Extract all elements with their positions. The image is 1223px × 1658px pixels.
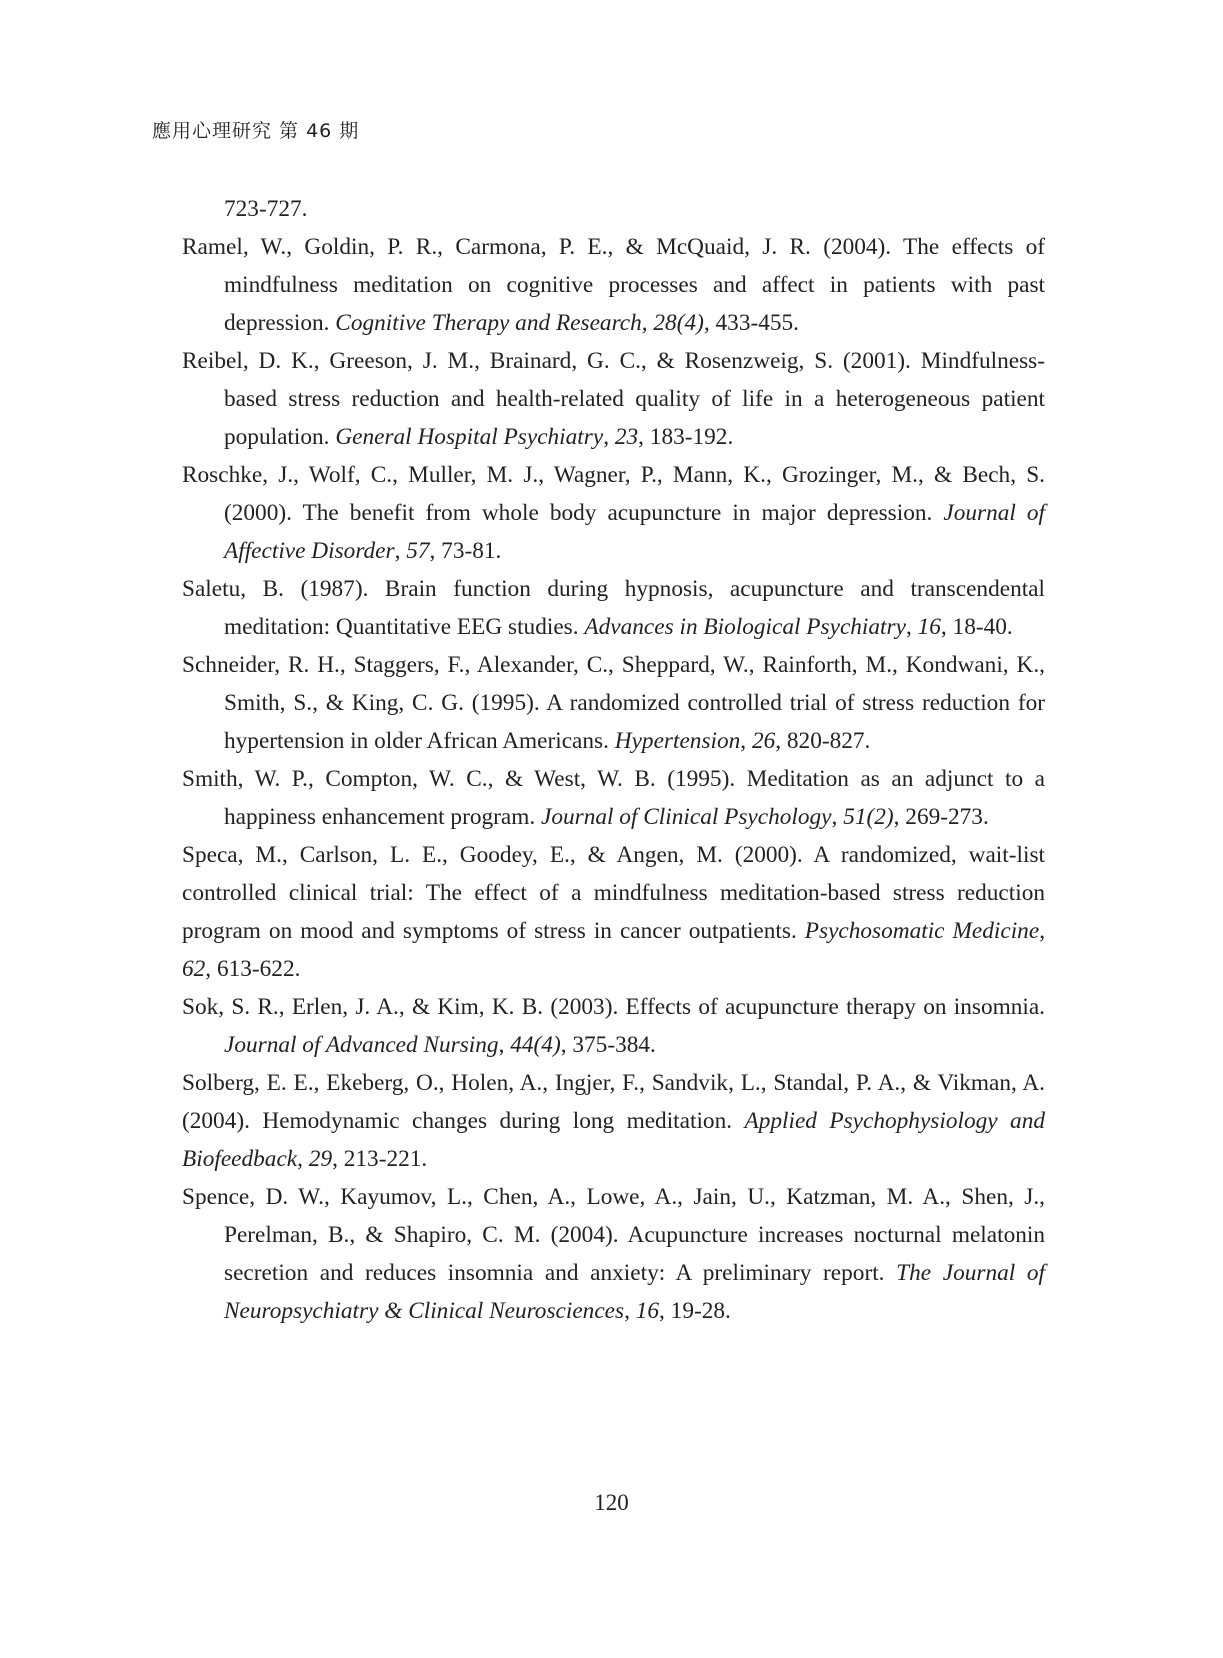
reference-entry	[182, 988, 1045, 1064]
separator: ,	[1039, 918, 1046, 944]
reference-pages: , 269-273.	[893, 804, 989, 830]
reference-entry	[182, 1178, 1045, 1330]
reference-text: Sok, S. R., Erlen, J. A., & Kim, K. B. (2003). Effects of acupuncture therapy on insomnia.	[182, 994, 1045, 1020]
reference-text: Ramel, W., Goldin, P. R., Carmona, P. E., & McQuaid, J. R. (2004). The effects of mindfulness meditation on cognitive processes and affect in patients with past depression.	[182, 234, 1045, 336]
journal-volume: 16	[635, 1298, 660, 1324]
reference-pages: 433-455.	[709, 310, 800, 336]
separator: ,	[831, 804, 844, 830]
journal-volume: 57	[406, 538, 430, 564]
separator: ,	[624, 1298, 636, 1324]
reference-entry	[182, 456, 1045, 570]
journal-title: The Journal of Neuropsychiatry & Clinical Neurosciences	[224, 1260, 1045, 1324]
reference-pages: , 820-827.	[775, 728, 871, 754]
journal-volume: 44(4)	[510, 1032, 561, 1058]
reference-list	[182, 190, 1045, 1330]
reference-text: Saletu, B. (1987). Brain function during hypnosis, acupuncture and transcendental meditation: Quantitative EEG studies.	[182, 576, 1045, 640]
reference-pages: , 613-622.	[205, 956, 301, 982]
journal-title: Journal of Affective Disorder	[224, 500, 1045, 564]
separator: ,	[905, 614, 918, 640]
running-head: 應用心理研究 第 46 期	[152, 120, 360, 142]
journal-title: Advances in Biological Psychiatry	[584, 614, 906, 640]
journal-volume: 23	[614, 424, 639, 450]
reference-text: Reibel, D. K., Greeson, J. M., Brainard, G. C., & Rosenzweig, S. (2001). Mindfulness-based stress reduction and health-related quality of life in a heterogeneous patient population.	[182, 348, 1045, 450]
journal-volume: 29	[308, 1146, 333, 1172]
journal-title: Journal of Clinical Psychology	[541, 804, 832, 830]
reference-entry	[182, 1064, 1045, 1178]
reference-entry	[182, 342, 1045, 456]
journal-title: General Hospital Psychiatry	[335, 424, 604, 450]
page-number: 120	[594, 1490, 629, 1515]
reference-pages: , 183-192.	[638, 424, 734, 450]
journal-title: Journal of Advanced Nursing	[224, 1032, 499, 1058]
reference-pages: , 213-221.	[332, 1146, 428, 1172]
journal-title: Hypertension	[614, 728, 741, 754]
reference-text: Spence, D. W., Kayumov, L., Chen, A., Lowe, A., Jain, U., Katzman, M. A., Shen, J., Perelman, B., & Shapiro, C. M. (2004). Acupuncture increases nocturnal melatonin secretion and reduces insomnia and anxiety: A preliminary report.	[182, 1184, 1045, 1286]
journal-volume: 26	[751, 728, 776, 754]
separator: ,	[603, 424, 615, 450]
reference-entry	[182, 836, 1045, 988]
journal-title: Psychosomatic Medicine	[804, 918, 1040, 944]
journal-volume: 51(2)	[843, 804, 894, 830]
reference-pages: , 18-40.	[940, 614, 1013, 640]
reference-entry	[182, 228, 1045, 342]
journal-volume: 16	[917, 614, 941, 640]
reference-text: Schneider, R. H., Staggers, F., Alexander, C., Sheppard, W., Rainforth, M., Kondwani, K., Smith, S., & King, C. G. (1995). A randomized controlled trial of stress reduction for hypertension in older African Americans.	[182, 652, 1045, 754]
reference-entry	[182, 570, 1045, 646]
reference-pages: , 73-81.	[429, 538, 502, 564]
reference-text: Speca, M., Carlson, L. E., Goodey, E., & Angen, M. (2000). A randomized, wait-list controlled clinical trial: The effect of a mindfulness meditation-based stress reduction program on mood and symptoms of stress in cancer outpatients.	[182, 842, 1045, 944]
reference-text: Smith, W. P., Compton, W. C., & West, W. B. (1995). Meditation as an adjunct to a happiness enhancement program.	[182, 766, 1045, 830]
reference-text: Roschke, J., Wolf, C., Muller, M. J., Wagner, P., Mann, K., Grozinger, M., & Bech, S. (2000). The benefit from whole body acupuncture in major depression.	[182, 462, 1045, 526]
journal-title: Applied Psychophysiology and Biofeedback	[182, 1108, 1045, 1172]
reference-pages: , 19-28.	[659, 1298, 731, 1324]
reference-text: 723-727.	[224, 196, 308, 222]
reference-text: Solberg, E. E., Ekeberg, O., Holen, A., Ingjer, F., Sandvik, L., Standal, P. A., & Vikman, A. (2004). Hemodynamic changes during long meditation.	[182, 1070, 1045, 1134]
separator: ,	[394, 538, 407, 564]
reference-entry	[182, 646, 1045, 760]
separator: ,	[740, 728, 752, 754]
separator: ,	[297, 1146, 309, 1172]
reference-entry-continued	[182, 190, 1045, 228]
separator: ,	[498, 1032, 511, 1058]
journal-volume: 62	[182, 956, 206, 982]
journal-title: Cognitive Therapy and Research, 28(4),	[335, 310, 710, 336]
reference-entry	[182, 760, 1045, 836]
reference-pages: , 375-384.	[560, 1032, 656, 1058]
